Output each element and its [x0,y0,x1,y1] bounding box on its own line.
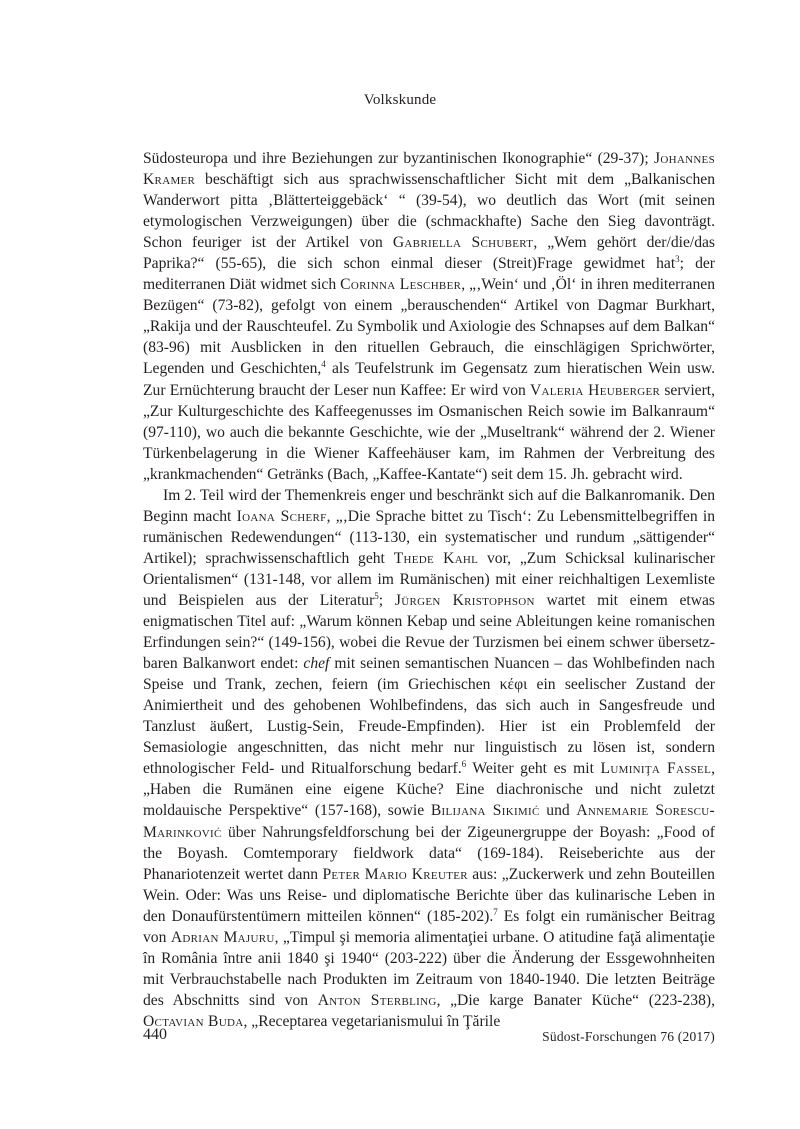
text-run: mit seinen semantischen Nuancen – das Wohlbefinden nach Speise und Trank, zechen, feiern (im Griechischen κέφι ein seelischer Zustand der Animiertheit und des gehobenen Wohlbefindens, das sich auch in Sangesfreude und Tanzlust äußert, Lustig-Sein, Freude-Empfinden). Hier ist ein Problemfeld der Semasiologie angeschnitten, das nicht mehr nur linguistisch zu lösen ist, sondern ethnologischer Feld- und Ritualforschung bedarf. [143,655,715,778]
footnote-ref: 7 [493,906,498,917]
page-number: 440 [143,1026,167,1043]
text-run: serviert, „Zur Kulturgeschichte des Kaffeegenusses im Osmanischen Reich sowie im Balkanraum“ (97-110), wo auch die bekannte Geschichte, wie der „Museltrank“ während der 2. Wiener Türkenbelagerung in die Wiener Kaffeehäuser kam, im Rahmen der Verbreitung des „krankmachenden“ Getränks (Bach, „Kaffee-Kantate“) seit dem 15. Jh. gebracht wird. [143,381,716,483]
text-run: , „Receptarea vegetarianismului în Ţările [243,1012,501,1030]
author-name: Bilijana Sikimić [430,802,540,820]
text-run: , „Wem gehört der/die/das Paprika?“ (55-65), die sich schon einmal dieser (Streit)Frage gewidmet hat [143,234,715,273]
text-run: , „‚Die Sprache bittet zu Tisch‘: Zu Lebensmittelbegriffen in rumänischen Redewendungen“ (113-130, ein systematischer und rundum „sättigender“ Artikel); sprachwissenschaftlich geht [143,507,716,567]
paragraph [143,485,715,1032]
text-run: , „‚Wein‘ und ‚Öl‘ in ihren mediterranen Bezügen“ (73-82), gefolgt von einem „berauschenden“ Artikel von Dagmar Burkhart, „Rakija und der Rauschteufel. Zu Symbolik und Axiologie des Schnapses auf dem Balkan“ (83-96) mit Ausblicken in den rituellen Gebrauch, die einschlägigen Sprichwörter, Legenden und Geschichten, [143,276,715,378]
text-run: Im 2. Teil wird der Themenkreis enger und beschränkt sich auf die Balkanromanik. Den Beginn macht [143,486,715,525]
author-name: Adrian Majuru [170,928,275,946]
text-run: Es folgt ein rumänischer Beitrag von [143,907,715,946]
author-name: Valeria Heuberger [529,381,661,399]
author-name: Ioana Scherf [236,507,327,525]
text-run: und [539,802,577,820]
text-run: über Nahrungsfeldforschung bei der Zigeunergruppe der Boyash: „Food of the Boyash. Comtemporary fieldwork data“ (169-184). Reiseberichte aus der Phanariotenzeit wertet dann [143,823,715,883]
text-run: beschäftigt sich aus sprachwissenschaftlicher Sicht mit dem „Balkanischen Wanderwort pitta ‚Blätterteiggebäck‘ “ (39-54), wo deutlich das Wort (mit seinen etymologischen Verzweigungen) über die (schmackhafte) Sache den Sieg davonträgt. Schon feuriger ist der Artikel von [143,171,715,252]
footnote-ref: 4 [321,359,326,370]
text-run: , „Haben die Rumänen eine eigene Küche? Eine diachronische und nicht zuletzt moldauische Perspektive“ (157-168), sowie [143,760,716,820]
author-name: Johannes Kramer [143,150,715,189]
text-run: ; der mediterranen Diät widmet sich [143,255,715,294]
author-name: Corinna Leschber [340,276,462,294]
author-name: Octavian Buda [143,1012,244,1030]
author-name: Anton Sterbling [317,991,437,1009]
text-run: , „Timpul şi memoria alimentaţiei urbane. O atitudine faţă alimentaţie în România între anii 1840 şi 1940“ (203-222) über die Änderung der Essgewohnheiten mit Verbrauchstabelle nach Produkten im Zeitraum von 1840-1940. Die letzten Beiträge des Abschnitts sind von [143,928,715,1009]
text-run: wartet mit einem etwas enigmatischen Titel auf: „Warum können Kebap und seine Ableitungen keine romanischen Erfindungen sein?“ (149-156), wobei die Revue der Turzismen bei einem schwer übersetzbaren Balkanwort endet: [143,591,715,673]
author-name: Gabriella Schubert [392,234,534,252]
author-name: Luminiţa Fassel [600,760,712,778]
body-text [143,148,715,1032]
italic-term: chef [303,655,330,673]
text-run: als Teufelstrunk im Gegensatz zum hieratischen Wein usw. Zur Ernüchterung braucht der Leser nun Kaffee: Er wird von [143,360,715,399]
text-run: Weiter geht es mit [466,760,601,778]
journal-citation: Südost-Forschungen 76 (2017) [542,1029,715,1044]
author-name: Peter Mario Kreuter [322,865,468,883]
running-head: Volkskunde [363,92,437,108]
footnote-ref: 6 [461,759,467,770]
text-run: vor, „Zum Schicksal kulinarischer Orientalismen“ (131-148, vor allem im Rumänischen) mit einer reichhaltigen Lexemliste und Beispielen aus der Literatur [143,549,715,609]
footnote-ref: 5 [374,590,379,601]
author-name: Annemarie Sorescu-Marinković [143,802,716,841]
author-name: Jürgen Kristophson [394,591,535,609]
text-run: aus: „Zuckerwerk und zehn Bouteillen Wein. Oder: Was uns Reise- und diplomatische Berichte über das kulinarische Leben in den Donaufürstentümern mitteilen können“ (185-202). [143,865,715,925]
text-run: ; [378,591,395,609]
author-name: Thede Kahl [393,549,479,567]
text-run: Südosteuropa und ihre Beziehungen zur byzantinischen Ikonographie“ (29-37); [143,150,654,167]
paragraph [143,148,715,485]
text-run: , „Die karge Banater Küche“ (223-238), [436,991,715,1009]
footnote-ref: 3 [675,254,680,265]
